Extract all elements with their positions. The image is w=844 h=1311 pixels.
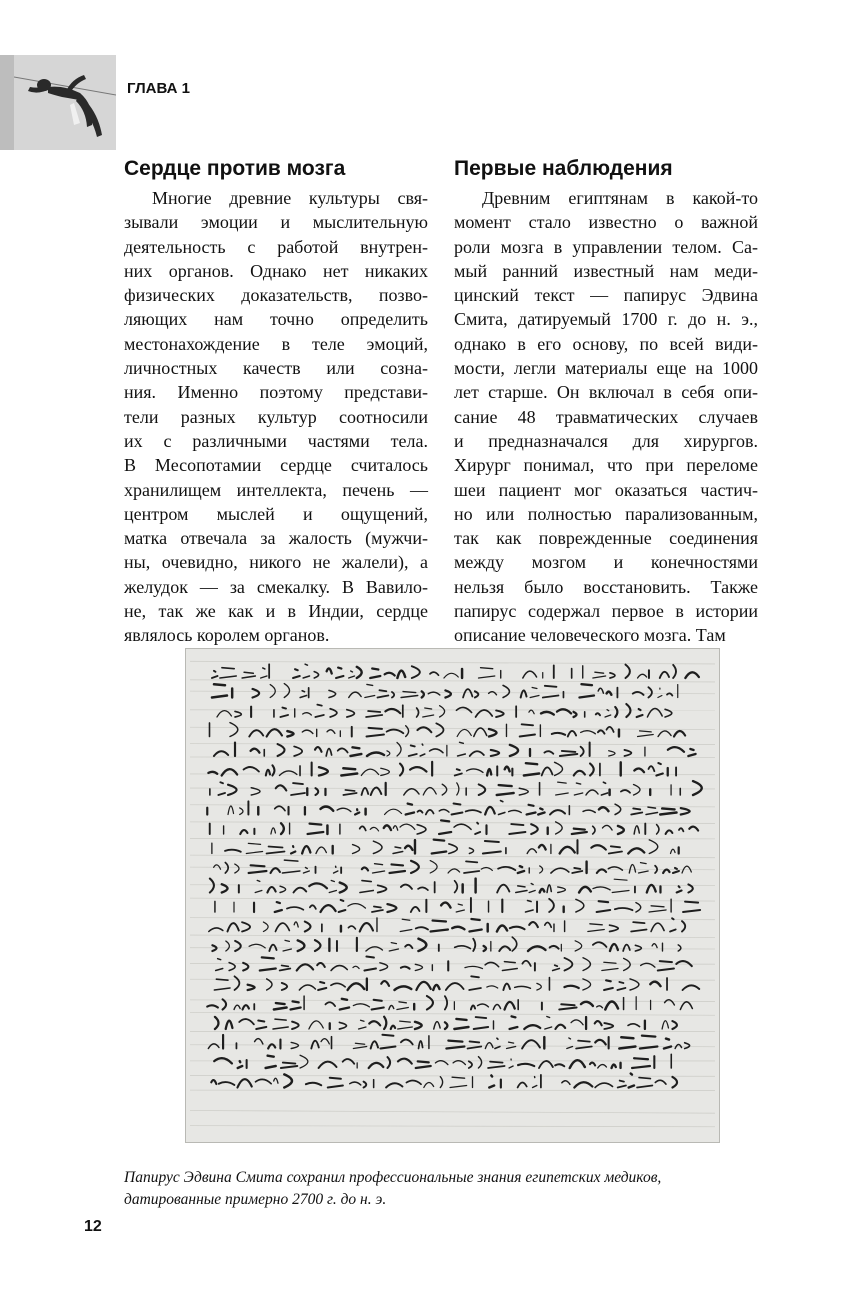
caption-line: Папирус Эдвина Смита сохранил профессиональные знания египетских медиков, — [124, 1169, 662, 1186]
text-line: лет старше. Он включал в себя опи- — [454, 382, 758, 403]
text-line: шеи пациент мог оказаться частич- — [454, 479, 758, 500]
left-column-text — [124, 186, 428, 648]
text-line: зывали эмоции и мыслительную — [124, 212, 428, 233]
text-line: центром мыслей и ощущений, — [124, 503, 428, 524]
text-line: нельзя было восстановить. Также — [454, 576, 758, 597]
text-line: однако в его основу, по всей види- — [454, 333, 758, 354]
text-line: мый ранний известный нам меди- — [454, 260, 758, 281]
hieratic-script-drawing — [185, 648, 720, 1143]
text-line: и предназначался для хирургов. — [454, 430, 758, 451]
text-line: между мозгом и конечностями — [454, 552, 758, 573]
text-line: но или полностью парализованным, — [454, 503, 758, 524]
text-line: папирус содержал первое в истории — [454, 601, 758, 622]
chapter-side-bar — [0, 55, 14, 150]
text-line: мости, легли материалы еще на 1000 — [454, 358, 758, 379]
text-line: ляющих нам точно определить — [124, 309, 428, 330]
text-line: тели разных культур соотносили — [124, 406, 428, 427]
text-line: местонахождение в теле эмоций, — [124, 333, 428, 354]
page-number: 12 — [84, 1218, 102, 1235]
right-column-text — [454, 186, 758, 648]
text-line: них органов. Однако нет никаких — [124, 260, 428, 281]
text-line: физических доказательств, позво- — [124, 285, 428, 306]
text-line: хранилищем интеллекта, печень — — [124, 479, 428, 500]
text-line: сание 48 травматических случаев — [454, 406, 758, 427]
text-line: ны, очевидно, никого не жалели), а — [124, 552, 428, 573]
text-line: деятельность с работой внутрен- — [124, 236, 428, 257]
figure-caption — [124, 1167, 764, 1211]
text-line: желудок — за смекалку. В Вавило- — [124, 576, 428, 597]
right-column — [454, 155, 758, 648]
caption-line: датированные примерно 2700 г. до н. э. — [124, 1191, 387, 1208]
text-line: цинский текст — папирус Эдвина — [454, 285, 758, 306]
text-line: личностных качеств или созна- — [124, 358, 428, 379]
text-line: роли мозга в управлении телом. Са- — [454, 236, 758, 257]
text-line: не, так же как и в Индии, сердце — [124, 601, 428, 622]
chapter-label: ГЛАВА 1 — [127, 80, 190, 97]
high-jumper-photo — [14, 55, 116, 150]
section-heading-first-observations: Первые наблюдения — [454, 157, 673, 180]
left-column — [124, 155, 428, 648]
text-line: Хирург понимал, что при переломе — [454, 455, 758, 476]
text-line: являлось королем органов. — [124, 625, 330, 646]
text-line: момент стало известно о важной — [454, 212, 758, 233]
text-line: Смита, датируемый 1700 г. до н. э., — [454, 309, 758, 330]
text-line: так как поврежденные соединения — [454, 528, 758, 549]
text-line: ния. Именно поэтому представи- — [124, 382, 428, 403]
text-line: В Месопотамии сердце считалось — [124, 455, 428, 476]
section-heading-heart-vs-brain: Сердце против мозга — [124, 157, 346, 180]
text-line: Древним египтянам в какой-то — [482, 188, 758, 208]
text-line: матка отвечала за жалость (мужчи- — [124, 528, 428, 549]
text-line: Многие древние культуры свя- — [152, 188, 428, 208]
edwin-smith-papyrus-image — [185, 648, 720, 1143]
text-line: описание человеческого мозга. Там — [454, 625, 726, 646]
text-line: их с различными частями тела. — [124, 430, 428, 451]
